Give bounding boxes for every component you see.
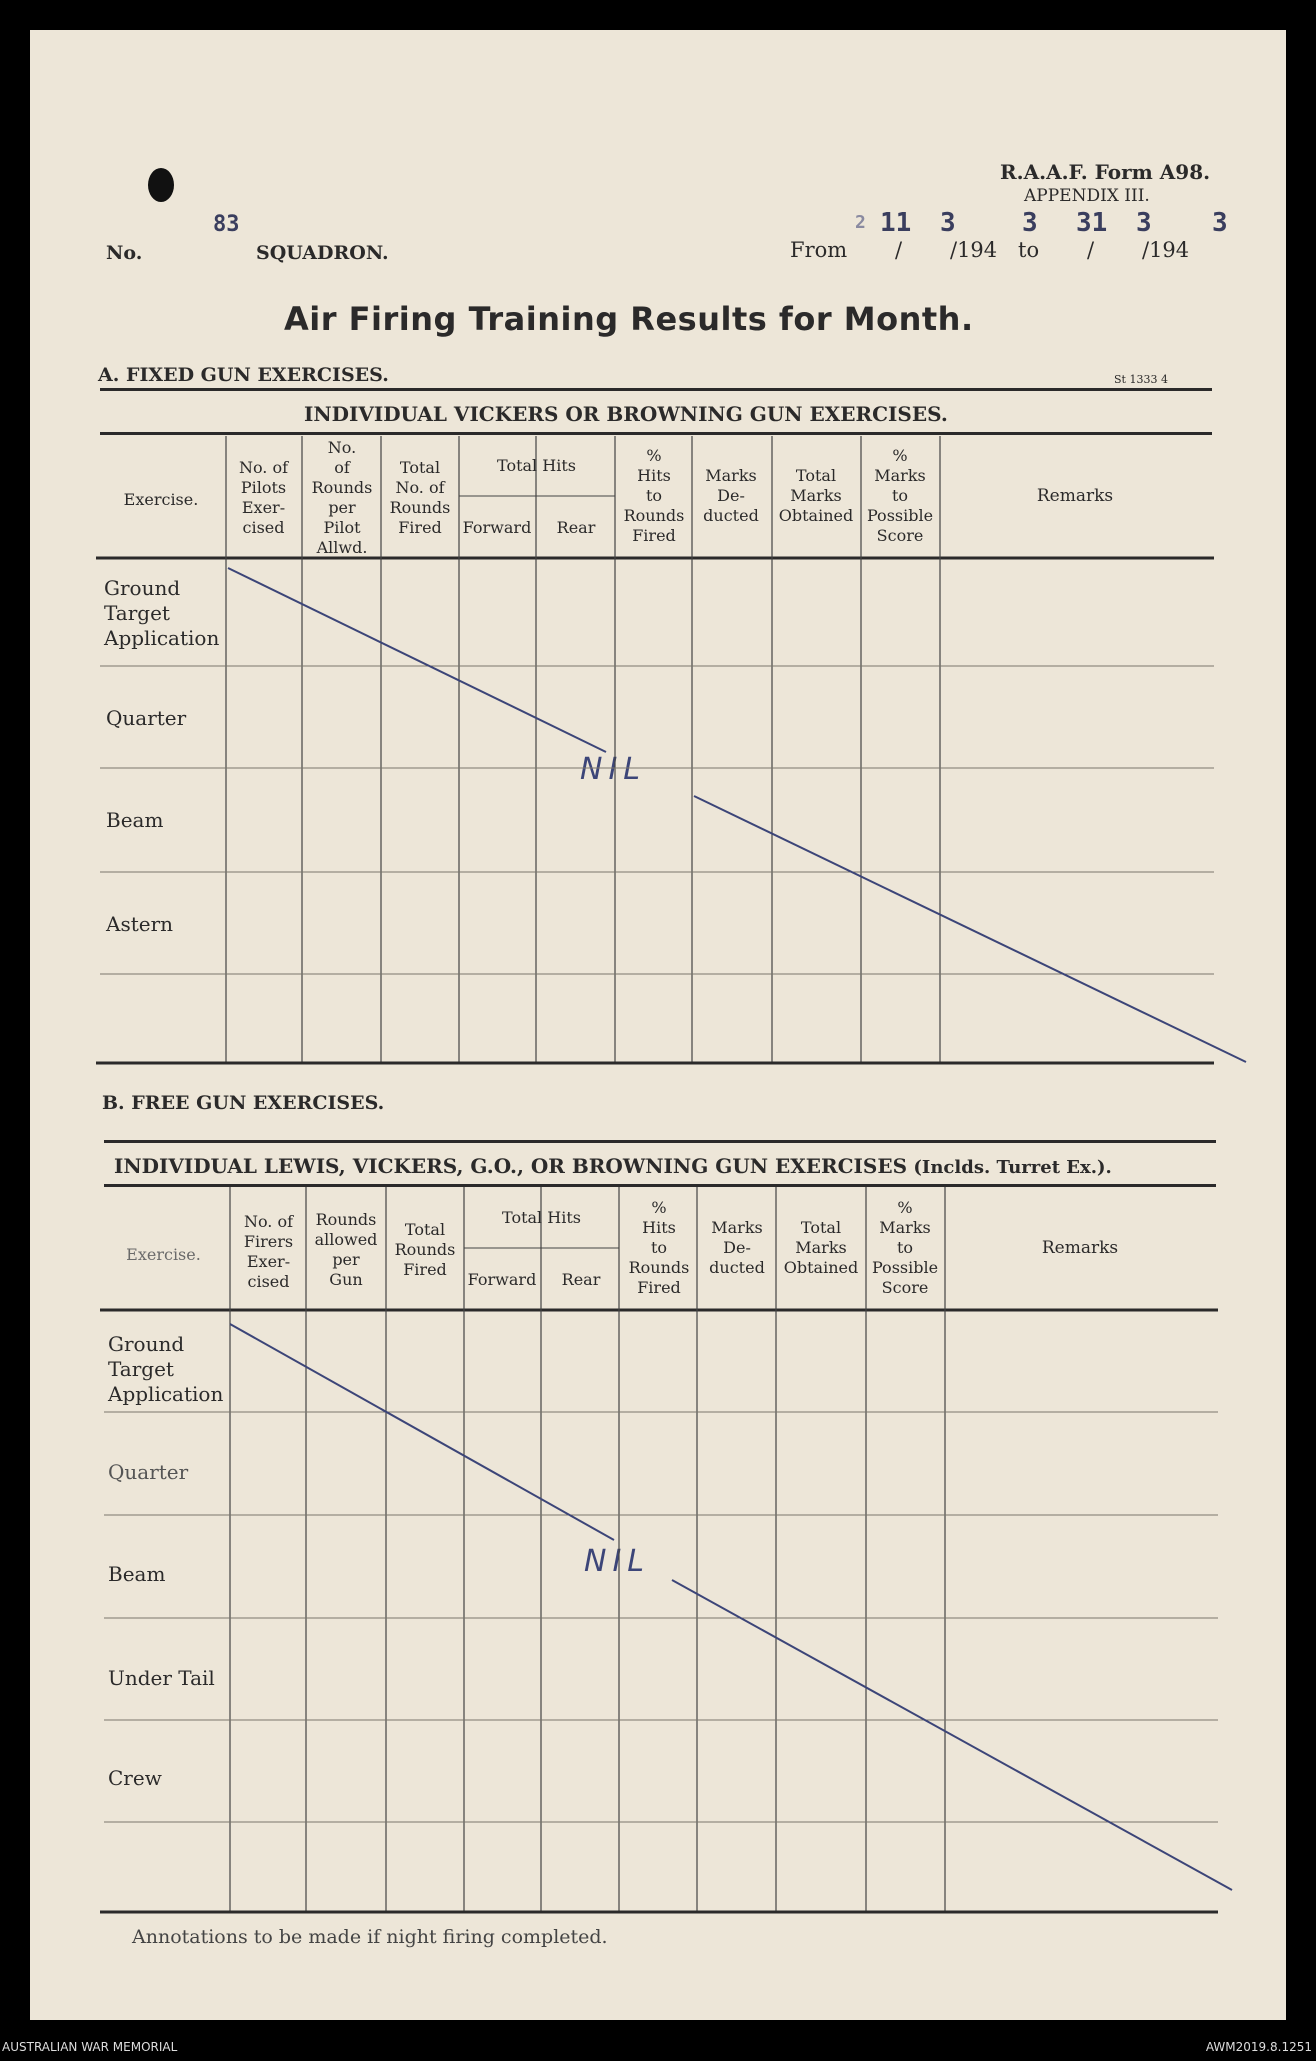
a-col-exercise: Exercise. [123, 490, 199, 509]
a-row-beam: Beam [106, 808, 164, 832]
a-col-pilots: No. of Pilots Exer- cised [238, 458, 289, 537]
from-day: 11 [880, 208, 912, 238]
b-col-total-rounds: Total Rounds Fired [394, 1220, 456, 1279]
a-col-marks-deducted: Marks De- ducted [703, 466, 759, 525]
footer-left: AUSTRALIAN WAR MEMORIAL [2, 2040, 178, 2054]
a-col-rear: Rear [556, 518, 596, 537]
from-label: From [790, 238, 848, 262]
footer-right: AWM2019.8.1251 [1205, 2040, 1312, 2054]
form-number: R.A.A.F. Form A98. [1000, 160, 1211, 184]
squadron-label: SQUADRON. [256, 242, 389, 264]
b-col-firers: No. of Firers Exer- cised [243, 1212, 294, 1291]
a-nil-mark: NIL [580, 752, 647, 787]
b-row-quarter: Quarter [108, 1460, 189, 1484]
b-row-beam: Beam [108, 1562, 166, 1586]
b-row-under-tail: Under Tail [108, 1666, 215, 1690]
b-col-exercise: Exercise. [126, 1245, 201, 1264]
a-strike-line-2 [694, 796, 1246, 1062]
b-strike-line-1 [230, 1324, 614, 1540]
b-row-ground-target: Ground Target Application [108, 1332, 224, 1406]
to-year-digit: 3 [1212, 208, 1228, 238]
a-strike-line-1 [228, 568, 606, 752]
b-col-total-marks: Total Marks Obtained [783, 1218, 859, 1277]
to-month: 3 [1136, 208, 1152, 238]
a-col-total-hits: Total Hits [497, 456, 576, 475]
b-col-pct-hits: % Hits to Rounds Fired [628, 1198, 690, 1297]
b-row-crew: Crew [108, 1766, 162, 1790]
b-col-remarks: Remarks [1041, 1238, 1119, 1258]
a-row-astern: Astern [106, 912, 174, 936]
a-col-total-marks: Total Marks Obtained [778, 466, 854, 525]
b-col-marks-deducted: Marks De- ducted [709, 1218, 765, 1277]
from-month: 3 [940, 208, 956, 238]
a-row-quarter: Quarter [106, 706, 187, 730]
to-day: 31 [1076, 208, 1108, 238]
b-col-rounds-allowed: Rounds allowed per Gun [314, 1210, 378, 1289]
from-year-digit: 3 [1022, 208, 1038, 238]
annotation-note: Annotations to be made if night firing completed. [132, 1926, 608, 1948]
section-a-table-title: INDIVIDUAL VICKERS OR BROWNING GUN EXERCISES. [304, 402, 948, 426]
b-strike-line-2 [672, 1580, 1232, 1890]
b-nil-mark: NIL [584, 1544, 651, 1579]
a-row-ground-target: Ground Target Application [104, 576, 220, 650]
to-label: to [1018, 238, 1040, 262]
b-col-pct-marks: % Marks to Possible Score [871, 1198, 939, 1297]
a-col-total-rounds: Total No. of Rounds Fired [389, 458, 451, 537]
squadron-no-label: No. [106, 242, 143, 264]
section-a-heading: A. FIXED GUN EXERCISES. [98, 364, 389, 386]
b-col-total-hits: Total Hits [502, 1208, 581, 1227]
from-slash: / [895, 238, 903, 262]
section-b-heading: B. FREE GUN EXERCISES. [102, 1092, 385, 1114]
b-col-rear: Rear [561, 1270, 601, 1289]
main-title: Air Firing Training Results for Month. [284, 300, 974, 338]
section-b-title-suffix: (Inclds. Turret Ex.). [913, 1157, 1112, 1178]
section-b-title-main: INDIVIDUAL LEWIS, VICKERS, G.O., OR BROWNING GUN EXERCISES [114, 1154, 908, 1178]
a-col-pct-hits: % Hits to Rounds Fired [623, 446, 685, 545]
squadron-number: 83 [213, 212, 240, 237]
a-col-forward: Forward [462, 518, 532, 537]
a-col-rounds-per-pilot: No. of Rounds per Pilot Allwd. [311, 438, 373, 557]
a-col-pct-marks: % Marks to Possible Score [866, 446, 934, 545]
to-slash: / [1087, 238, 1095, 262]
a-col-remarks: Remarks [1036, 486, 1114, 506]
b-col-forward: Forward [467, 1270, 537, 1289]
from-year: /194 [950, 238, 998, 262]
print-code: St 1333 4 [1114, 373, 1168, 386]
stamp-prefix: 2 [855, 212, 866, 233]
to-year: /194 [1142, 238, 1190, 262]
appendix-label: APPENDIX III. [1024, 186, 1150, 206]
